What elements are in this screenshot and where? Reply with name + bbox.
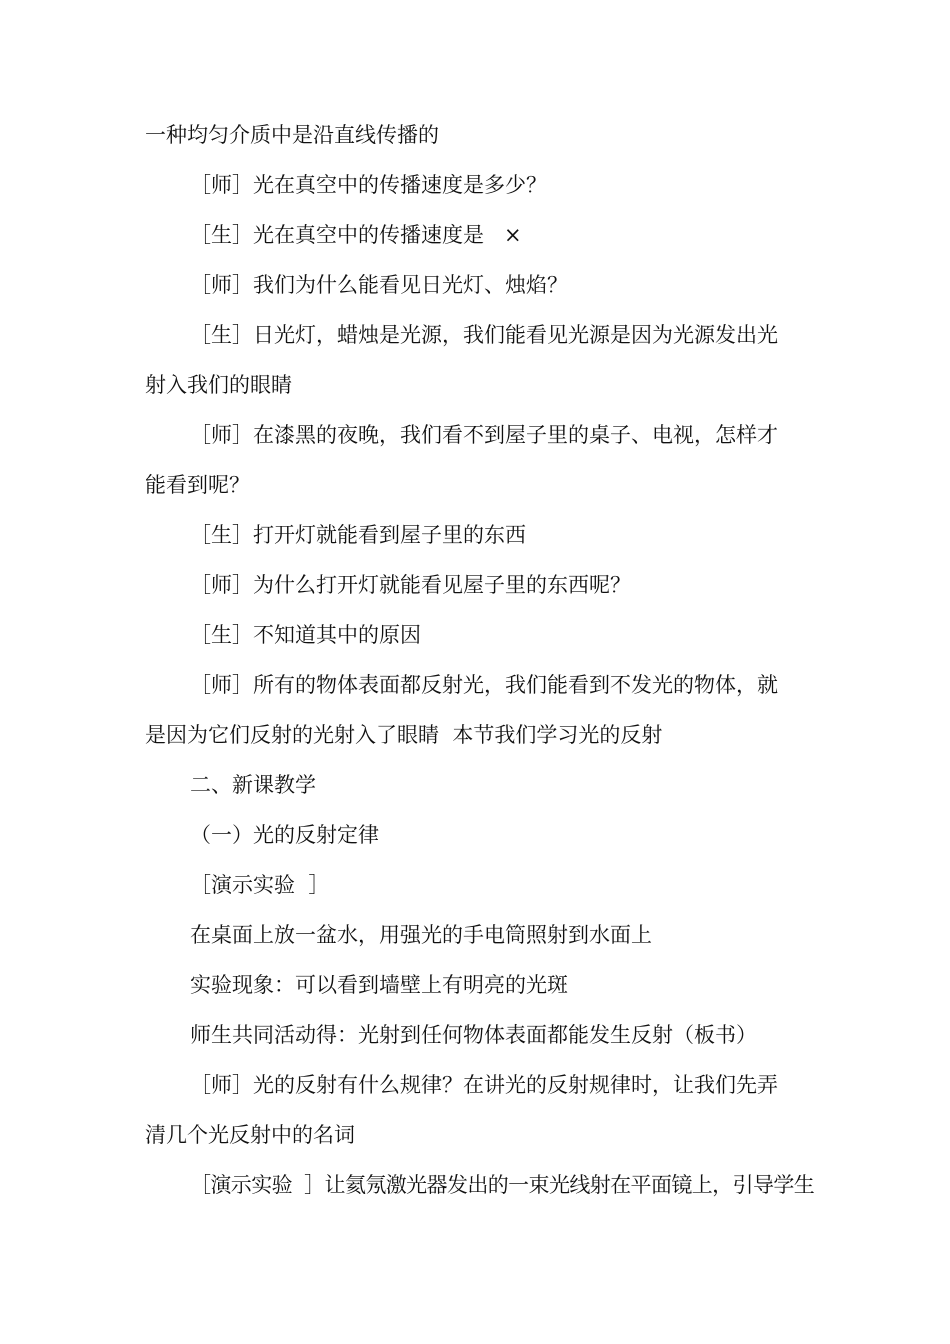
text-line: 清几个光反射中的名词 <box>145 1123 355 1147</box>
text-line: ［师］光的反射有什么规律？在讲光的反射规律时，让我们先弄 <box>190 1073 778 1097</box>
text-line: ［师］所有的物体表面都反射光，我们能看到不发光的物体，就 <box>190 673 778 697</box>
text-line: ［演示实验 ］让氦氖激光器发出的一束光线射在平面镜上，引导学生 <box>190 1173 815 1197</box>
section-heading: 二、新课教学 <box>190 773 316 797</box>
text-line: ［演示实验 ］ <box>190 873 330 897</box>
text-line: ［师］我们为什么能看见日光灯、烛焰？ <box>190 273 568 297</box>
text-line: ［生］不知道其中的原因 <box>190 623 421 647</box>
text-line: 一种均匀介质中是沿直线传播的 <box>145 123 439 147</box>
text-line: 师生共同活动得：光射到任何物体表面都能发生反射（板书） <box>190 1023 757 1047</box>
text-line: 能看到呢？ <box>145 473 250 497</box>
text-line: 在桌面上放一盆水，用强光的手电筒照射到水面上 <box>190 923 652 947</box>
text-line: ［师］为什么打开灯就能看见屋子里的东西呢？ <box>190 573 631 597</box>
text-line: ［生］打开灯就能看到屋子里的东西 <box>190 523 526 547</box>
text-line: 射入我们的眼睛 <box>145 373 292 397</box>
text-line: 实验现象：可以看到墙壁上有明亮的光斑 <box>190 973 568 997</box>
text-line: ［师］光在真空中的传播速度是多少？ <box>190 173 547 197</box>
text-line: ［师］在漆黑的夜晚，我们看不到屋子里的桌子、电视，怎样才 <box>190 423 778 447</box>
text-line: ［生］光在真空中的传播速度是 × <box>190 223 522 247</box>
subsection-heading: （一）光的反射定律 <box>190 823 379 847</box>
text-line: 是因为它们反射的光射入了眼睛 本节我们学习光的反射 <box>145 723 663 747</box>
text-line: ［生］日光灯，蜡烛是光源，我们能看见光源是因为光源发出光 <box>190 323 778 347</box>
